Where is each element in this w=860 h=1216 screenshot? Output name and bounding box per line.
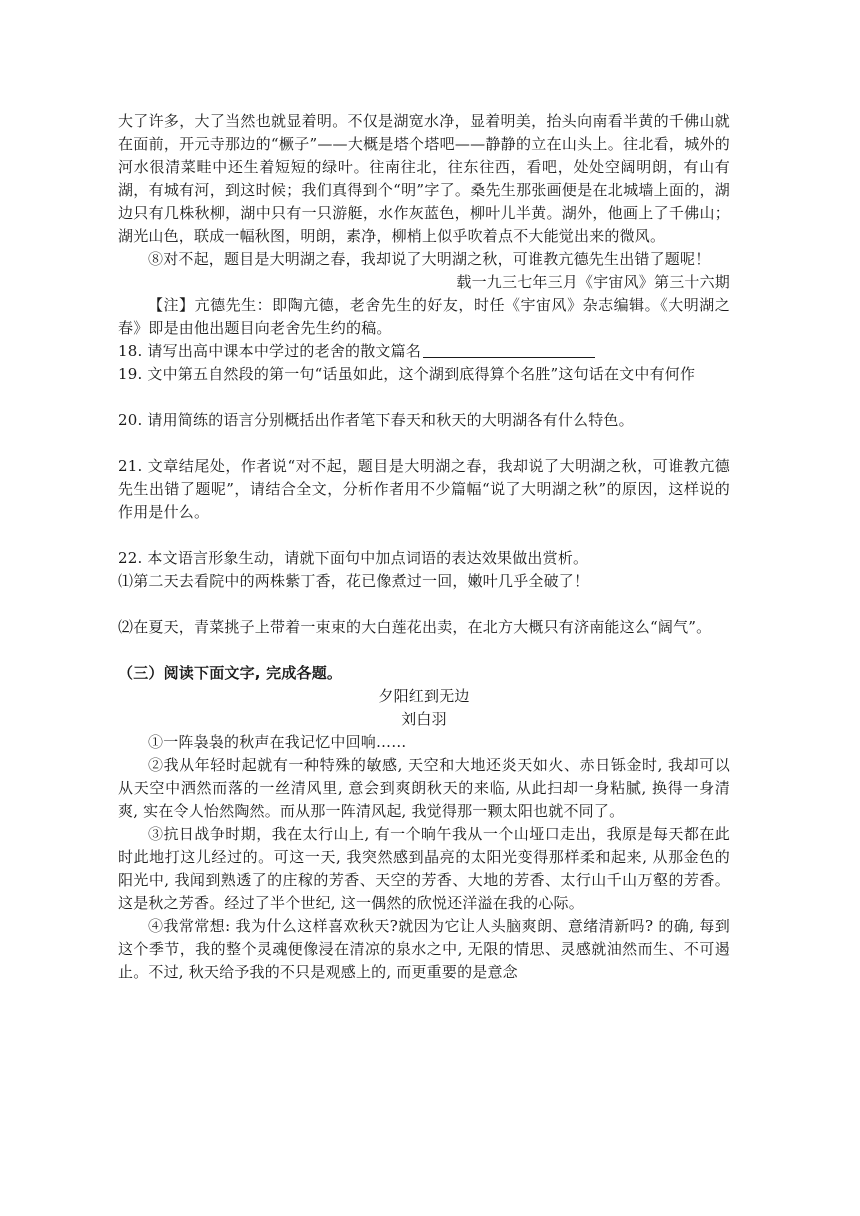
article-paragraph-1: ①一阵袅袅的秋声在我记忆中回响…… [148,733,407,751]
article-author: 刘白羽 [401,710,447,728]
question-22-item-1: ⑴第二天去看院中的两株紫丁香，花已像煮过一回，嫩叶几乎全破了！ [118,572,590,590]
source-citation: 载一九三七年三月《宇宙风》第三十六期 [456,273,730,291]
article-paragraph-3: ③抗日战争时期，我在太行山上, 有一个晌午我从一个山垭口走出，我原是每天都在此时此地打这儿经过的。可这一天, 我突然感到晶亮的太阳光变得那样柔和起来, 从那金色的阳光中, 我闻到熟透了的庄稼的芳香、天空的芳香、大地的芳香、太行山千山万壑的芳香。这是秋之芳香。经过了半个世纪, 这一偶然的欣悦还洋溢在我的心际。 [118,825,730,912]
question-20: 20. 请用简练的语言分别概括出作者笔下春天和秋天的大明湖各有什么特色。 [118,411,634,429]
passage-paragraph-8: ⑧对不起，题目是大明湖之春，我却说了大明湖之秋，可谁教亢德先生出错了题呢！ [148,250,711,268]
answer-space [118,524,730,547]
answer-space [118,639,730,662]
question-21: 21. 文章结尾处，作者说“对不起，题目是大明湖之春，我却说了大明湖之秋，可谁教亢德先生出错了题呢”，请结合全文，分析作者用不少篇幅“说了大明湖之秋”的原因，这样说的作用是什么。 [118,457,730,521]
document-page [118,110,730,984]
article-title: 夕阳红到无边 [378,687,470,705]
answer-space [118,593,730,616]
question-18 [118,340,730,363]
article-paragraph-4: ④我常常想: 我为什么这样喜欢秋天?就因为它让人头脑爽朗、意绪清新吗? 的确, 每到这个季节，我的整个灵魂便像浸在清凉的泉水之中, 无限的情思、灵感就油然而生、不可遏止。不过, 秋天给予我的不只是观感上的, 而更重要的是意念 [118,917,730,981]
passage-paragraph-7: 大了许多，大了当然也就显着明。不仅是湖宽水净，显着明美，抬头向南看半黄的千佛山就在面前，开元寺那边的“橛子”——大概是塔个塔吧——静静的立在山头上。往北看，城外的河水很清菜畦中还生着短短的绿叶。往南往北，往东往西，看吧，处处空阔明朗，有山有湖，有城有河，到这时候；我们真得到个“明”字了。桑先生那张画便是在北城墙上面的，湖边只有几株秋柳，湖中只有一只游艇，水作灰蓝色，柳叶儿半黄。湖外，他画上了千佛山；湖光山色，联成一幅秋图，明朗，素净，柳梢上似乎吹着点不大能觉出来的微风。 [118,112,730,245]
article-paragraph-2: ②我从年轻时起就有一种特殊的敏感, 天空和大地还炎天如火、赤日铄金时, 我却可以从天空中洒然而落的一丝清风里, 意会到爽朗秋天的来临, 从此扫却一身粘腻, 换得一身清爽, 实在令人怡然陶然。而从那一阵清风起, 我觉得那一颗太阳也就不同了。 [118,756,730,820]
question-22: 22. 本文语言形象生动，请就下面句中加点词语的表达效果做出赏析。 [118,549,589,567]
question-19: 19. 文中第五自然段的第一句“话虽如此，这个湖到底得算个名胜”这句话在文中有何作 [118,365,696,383]
section-heading: （三）阅读下面文字, 完成各题。 [118,664,343,682]
footnote: 【注】亢德先生：即陶亢德，老舍先生的好友，时任《宇宙风》杂志编辑。《大明湖之春》即是由他出题目向老舍先生约的稿。 [118,296,730,337]
answer-space [118,386,730,409]
question-22-item-2: ⑵在夏天，青菜挑子上带着一束束的大白莲花出卖，在北方大概只有济南能这么“阔气”。 [118,618,712,636]
question-18-text: 18. 请写出高中课本中学过的老舍的散文篇名 [118,342,422,360]
answer-blank[interactable] [423,341,595,358]
answer-space [118,432,730,455]
